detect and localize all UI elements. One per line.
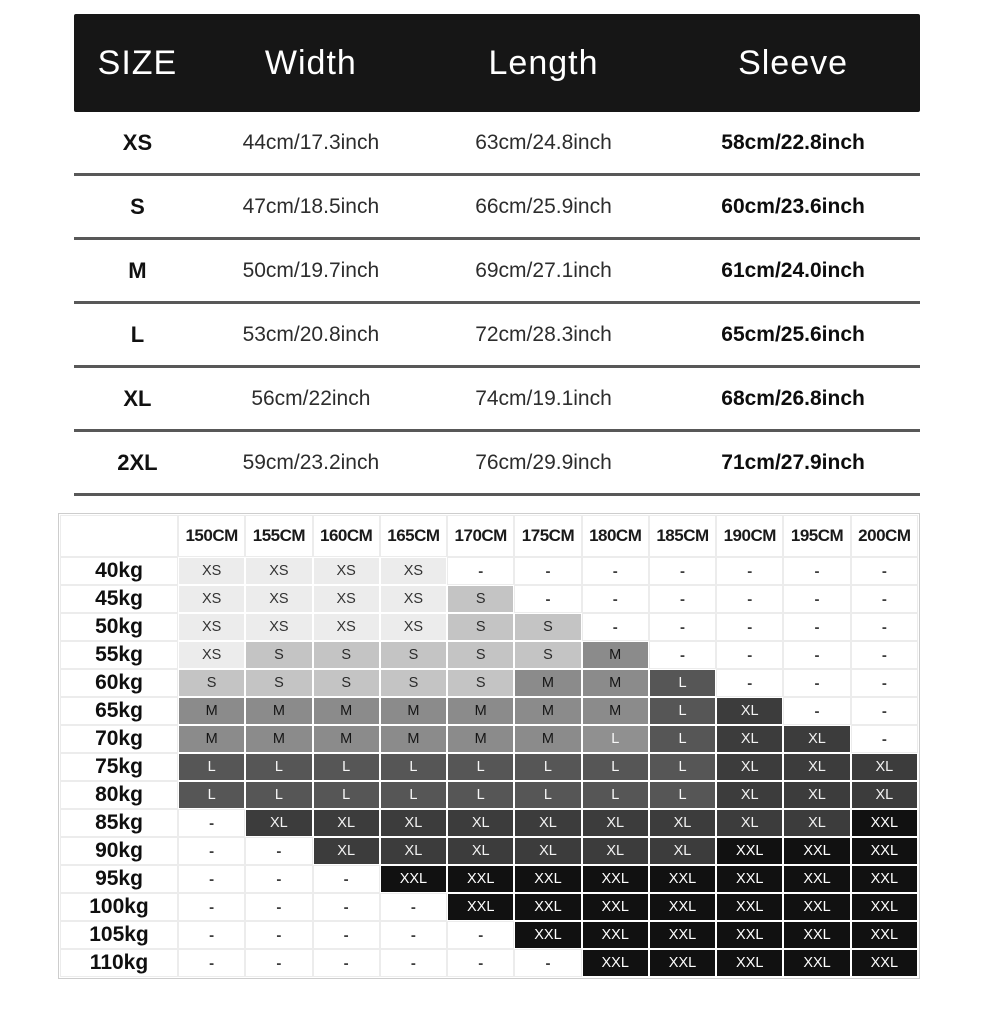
size-size-value: M [128,257,147,283]
header-length: Length [488,43,599,82]
matrix-size-cell: L [381,754,446,780]
matrix-empty-cell: - [650,642,715,668]
matrix-size-cell: XL [650,810,715,836]
matrix-size-cell: L [448,754,513,780]
matrix-size-cell: XL [852,754,917,780]
matrix-size-cell: XS [314,614,379,640]
matrix-size-cell: XS [179,642,244,668]
matrix-size-cell: XXL [784,922,849,948]
matrix-size-cell: XL [784,782,849,808]
size-length-value: 76cm/29.9inch [475,450,612,474]
matrix-weight-label: 65kg [61,698,177,724]
matrix-size-cell: XXL [784,950,849,976]
matrix-empty-cell: - [717,586,782,612]
matrix-empty-cell: - [448,922,513,948]
matrix-size-cell: XXL [717,838,782,864]
matrix-weight-label: 90kg [61,838,177,864]
matrix-size-cell: XXL [650,894,715,920]
matrix-size-cell: XL [784,810,849,836]
matrix-size-cell: XXL [650,950,715,976]
matrix-size-cell: XL [784,726,849,752]
matrix-empty-cell: - [246,866,311,892]
matrix-size-cell: XS [246,614,311,640]
size-sleeve-value: 65cm/25.6inch [721,322,865,346]
matrix-size-cell: S [246,642,311,668]
matrix-header-row [61,516,917,556]
matrix-empty-cell: - [246,894,311,920]
matrix-empty-cell: - [314,894,379,920]
matrix-corner-cell [61,516,177,556]
matrix-size-cell: M [246,726,311,752]
matrix-size-cell: XXL [650,866,715,892]
matrix-height-header: 200CM [852,516,917,556]
matrix-empty-cell: - [246,922,311,948]
matrix-size-cell: XS [314,558,379,584]
header-width: Width [264,43,357,82]
matrix-size-cell: M [515,670,580,696]
matrix-empty-cell: - [784,642,849,668]
matrix-size-cell: M [515,726,580,752]
matrix-empty-cell: - [448,558,513,584]
matrix-size-cell: XXL [448,894,513,920]
matrix-empty-cell: - [650,586,715,612]
matrix-size-cell: L [650,670,715,696]
matrix-empty-cell: - [852,614,917,640]
matrix-size-cell: XXL [784,838,849,864]
matrix-weight-label: 75kg [61,754,177,780]
matrix-size-cell: XXL [515,894,580,920]
matrix-weight-label: 80kg [61,782,177,808]
matrix-weight-label: 100kg [61,894,177,920]
matrix-size-cell: XL [650,838,715,864]
matrix-size-cell: L [314,754,379,780]
matrix-size-cell: XXL [583,950,648,976]
matrix-empty-cell: - [246,950,311,976]
matrix-empty-cell: - [784,558,849,584]
matrix-size-cell: M [381,698,446,724]
size-sleeve-value: 68cm/26.8inch [721,386,865,410]
matrix-empty-cell: - [179,838,244,864]
matrix-row [61,642,917,668]
matrix-size-cell: S [448,670,513,696]
matrix-empty-cell: - [179,810,244,836]
matrix-size-cell: M [314,698,379,724]
matrix-empty-cell: - [717,642,782,668]
size-sleeve-value: 61cm/24.0inch [721,258,865,282]
matrix-size-cell: S [314,670,379,696]
size-sleeve-value: 58cm/22.8inch [721,130,865,154]
matrix-size-cell: L [179,754,244,780]
matrix-size-cell: XXL [852,810,917,836]
matrix-size-cell: XXL [583,922,648,948]
matrix-weight-label: 45kg [61,586,177,612]
matrix-size-cell: XXL [852,866,917,892]
matrix-size-cell: XXL [381,866,446,892]
matrix-weight-label: 60kg [61,670,177,696]
matrix-size-cell: M [314,726,379,752]
matrix-height-header: 160CM [314,516,379,556]
matrix-size-cell: S [448,614,513,640]
matrix-size-cell: L [650,754,715,780]
matrix-size-cell: XS [179,558,244,584]
matrix-size-cell: XL [583,810,648,836]
matrix-height-header: 175CM [515,516,580,556]
matrix-size-cell: M [179,698,244,724]
matrix-size-cell: XXL [717,866,782,892]
size-width-value: 50cm/19.7inch [242,258,380,282]
matrix-empty-cell: - [583,558,648,584]
matrix-empty-cell: - [650,614,715,640]
matrix-size-cell: S [448,642,513,668]
matrix-empty-cell: - [784,670,849,696]
matrix-empty-cell: - [179,894,244,920]
matrix-size-cell: XL [448,838,513,864]
matrix-size-cell: XL [515,810,580,836]
matrix-size-cell: L [650,782,715,808]
matrix-size-cell: XL [717,810,782,836]
matrix-empty-cell: - [515,950,580,976]
matrix-row [61,614,917,640]
size-table-row [74,304,920,368]
matrix-height-header: 180CM [583,516,648,556]
matrix-size-cell: S [381,642,446,668]
matrix-size-cell: L [650,698,715,724]
matrix-empty-cell: - [448,950,513,976]
matrix-empty-cell: - [852,670,917,696]
header-size: SIZE [97,43,178,82]
size-table-row [74,432,920,496]
matrix-size-cell: XXL [717,922,782,948]
size-length-value: 74cm/19.1inch [475,386,612,410]
matrix-weight-label: 70kg [61,726,177,752]
matrix-size-cell: XXL [852,894,917,920]
matrix-row [61,782,917,808]
matrix-empty-cell: - [515,586,580,612]
matrix-size-cell: L [583,782,648,808]
matrix-empty-cell: - [852,642,917,668]
matrix-size-cell: XL [246,810,311,836]
size-table-body [74,112,920,496]
matrix-empty-cell: - [179,866,244,892]
matrix-weight-label: 105kg [61,922,177,948]
matrix-size-cell: L [650,726,715,752]
matrix-empty-cell: - [246,838,311,864]
matrix-empty-cell: - [179,922,244,948]
matrix-empty-cell: - [314,950,379,976]
matrix-size-cell: XXL [515,866,580,892]
matrix-size-cell: XXL [717,894,782,920]
matrix-empty-cell: - [650,558,715,584]
matrix-empty-cell: - [784,698,849,724]
matrix-size-cell: XXL [448,866,513,892]
matrix-size-cell: M [583,698,648,724]
matrix-size-cell: M [583,670,648,696]
matrix-size-cell: XXL [650,922,715,948]
matrix-size-cell: L [583,754,648,780]
matrix-size-cell: M [448,698,513,724]
header-sleeve: Sleeve [738,43,849,82]
fit-matrix-table [58,513,920,979]
size-sleeve-value: 71cm/27.9inch [721,450,865,474]
matrix-size-cell: XXL [784,894,849,920]
matrix-row [61,838,917,864]
size-width-value: 47cm/18.5inch [242,194,380,218]
matrix-height-header: 190CM [717,516,782,556]
size-spec-table [74,14,920,496]
matrix-size-cell: XXL [852,838,917,864]
matrix-size-cell: L [583,726,648,752]
matrix-row [61,586,917,612]
matrix-size-cell: XXL [717,950,782,976]
size-length-value: 69cm/27.1inch [475,258,612,282]
matrix-size-cell: XXL [583,866,648,892]
matrix-size-cell: XS [381,558,446,584]
matrix-size-cell: M [448,726,513,752]
matrix-size-cell: L [515,754,580,780]
size-size-value: L [130,321,145,347]
matrix-empty-cell: - [583,586,648,612]
matrix-height-header: 150CM [179,516,244,556]
matrix-size-cell: XL [852,782,917,808]
matrix-size-cell: XL [717,754,782,780]
matrix-size-cell: M [583,642,648,668]
matrix-empty-cell: - [515,558,580,584]
matrix-size-cell: XL [717,782,782,808]
matrix-size-cell: L [314,782,379,808]
matrix-size-cell: S [381,670,446,696]
matrix-size-cell: S [448,586,513,612]
matrix-size-cell: XL [717,726,782,752]
matrix-row [61,670,917,696]
matrix-size-cell: XS [314,586,379,612]
matrix-empty-cell: - [381,894,446,920]
matrix-size-cell: XXL [583,894,648,920]
matrix-size-cell: XS [179,614,244,640]
matrix-empty-cell: - [314,866,379,892]
matrix-row [61,866,917,892]
size-width-value: 44cm/17.3inch [242,130,380,154]
matrix-height-header: 170CM [448,516,513,556]
matrix-empty-cell: - [717,558,782,584]
matrix-size-cell: M [179,726,244,752]
matrix-row [61,726,917,752]
size-table-row [74,112,920,176]
matrix-height-header: 155CM [246,516,311,556]
matrix-weight-label: 55kg [61,642,177,668]
size-table-row [74,176,920,240]
matrix-size-cell: XS [381,586,446,612]
size-table-header [74,14,920,112]
matrix-empty-cell: - [717,670,782,696]
matrix-size-cell: XXL [852,922,917,948]
matrix-size-cell: XL [515,838,580,864]
matrix-size-cell: M [246,698,311,724]
size-length-value: 66cm/25.9inch [475,194,612,218]
matrix-size-cell: XS [381,614,446,640]
matrix-empty-cell: - [852,726,917,752]
matrix-size-cell: S [246,670,311,696]
matrix-weight-label: 95kg [61,866,177,892]
matrix-empty-cell: - [179,950,244,976]
size-width-value: 56cm/22inch [251,386,371,410]
size-size-value: S [130,193,145,219]
matrix-row [61,810,917,836]
matrix-size-cell: S [515,642,580,668]
matrix-size-cell: XS [179,586,244,612]
matrix-size-cell: XL [381,810,446,836]
matrix-size-cell: XL [717,698,782,724]
size-sleeve-value: 60cm/23.6inch [721,194,865,218]
matrix-size-cell: XL [784,754,849,780]
matrix-size-cell: XXL [784,866,849,892]
matrix-size-cell: L [515,782,580,808]
matrix-row [61,922,917,948]
matrix-size-cell: L [381,782,446,808]
matrix-empty-cell: - [784,586,849,612]
matrix-size-cell: XL [314,838,379,864]
height-weight-fit-matrix [58,513,920,979]
matrix-size-cell: M [381,726,446,752]
matrix-empty-cell: - [852,558,917,584]
matrix-height-header: 165CM [381,516,446,556]
matrix-weight-label: 50kg [61,614,177,640]
matrix-size-cell: XL [583,838,648,864]
size-size-value: 2XL [117,449,158,475]
matrix-size-cell: XL [314,810,379,836]
matrix-height-header: 195CM [784,516,849,556]
matrix-empty-cell: - [852,586,917,612]
matrix-size-cell: L [179,782,244,808]
matrix-empty-cell: - [852,698,917,724]
size-size-value: XS [122,129,153,155]
size-length-value: 72cm/28.3inch [475,322,612,346]
matrix-size-cell: XL [448,810,513,836]
matrix-empty-cell: - [381,950,446,976]
matrix-weight-label: 40kg [61,558,177,584]
matrix-size-cell: L [246,754,311,780]
matrix-weight-label: 85kg [61,810,177,836]
matrix-size-cell: L [246,782,311,808]
size-width-value: 53cm/20.8inch [242,322,380,346]
matrix-row [61,894,917,920]
matrix-empty-cell: - [717,614,782,640]
matrix-size-cell: S [515,614,580,640]
matrix-row [61,754,917,780]
size-length-value: 63cm/24.8inch [475,130,612,154]
matrix-row [61,698,917,724]
matrix-height-header: 185CM [650,516,715,556]
matrix-size-cell: XL [381,838,446,864]
matrix-size-cell: L [448,782,513,808]
size-width-value: 59cm/23.2inch [242,450,380,474]
matrix-size-cell: XS [246,586,311,612]
size-table-row [74,368,920,432]
matrix-empty-cell: - [784,614,849,640]
matrix-size-cell: XXL [852,950,917,976]
matrix-row [61,950,917,976]
matrix-size-cell: S [314,642,379,668]
size-size-value: XL [123,385,152,411]
matrix-row [61,558,917,584]
matrix-empty-cell: - [381,922,446,948]
matrix-size-cell: XS [246,558,311,584]
matrix-empty-cell: - [314,922,379,948]
matrix-weight-label: 110kg [61,950,177,976]
size-table-row [74,240,920,304]
matrix-empty-cell: - [583,614,648,640]
matrix-size-cell: M [515,698,580,724]
matrix-size-cell: S [179,670,244,696]
matrix-size-cell: XXL [515,922,580,948]
